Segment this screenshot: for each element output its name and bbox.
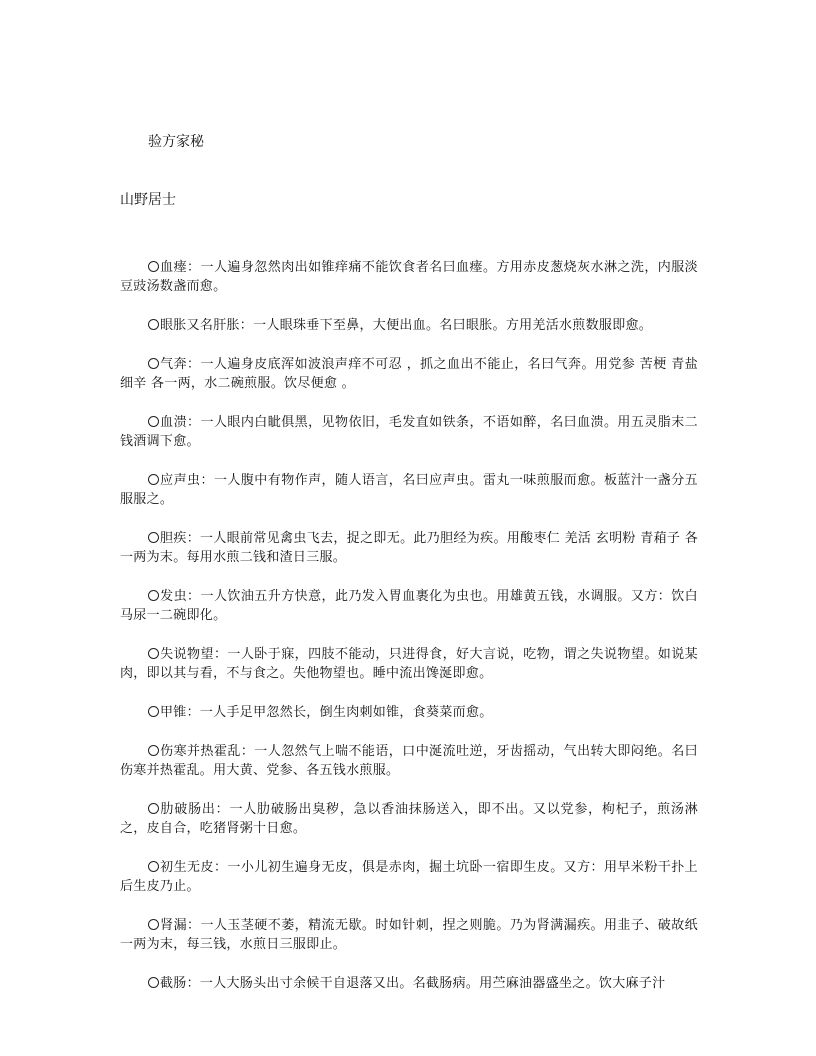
remedy-text: 甲锥：一人手足甲忽然长，倒生肉刺如锥，食葵菜而愈。 (160, 705, 493, 720)
remedy-text: 血溃：一人眼内白眦俱黑，见物依旧，毛发直如铁条，不语如醉，名曰血溃。用五灵脂末二钱酒调下愈。 (120, 415, 698, 449)
remedy-text: 发虫：一人饮油五升方快意，此乃发入胃血裹化为虫也。用雄黄五钱，水调服。又方：饮白马尿一二碗即化。 (120, 589, 698, 623)
remedy-text: 伤寒并热霍乱：一人忽然气上喘不能语，口中涎流吐逆，牙齿摇动，气出转大即闷绝。名曰伤寒并热霍乱。用大黄、党参、各五钱水煎服。 (120, 744, 698, 778)
remedy-list (120, 258, 698, 1013)
remedy-text: 胆疾：一人眼前常见禽虫飞去，捉之即无。此乃胆经为疾。用酸枣仁 羌活 玄明粉 青葙子 各一两为末。每用水煎二钱和渣日三服。 (120, 531, 698, 565)
remedy-entry (120, 703, 698, 722)
remedy-entry (120, 742, 698, 780)
remedy-entry (120, 974, 698, 993)
remedy-text: 眼胀又名肝胀：一人眼珠垂下至鼻，大便出血。名曰眼胀。方用羌活水煎数服即愈。 (160, 318, 653, 333)
remedy-entry (120, 258, 698, 296)
remedy-entry (120, 355, 698, 393)
circle-marker-icon (148, 358, 159, 369)
remedy-entry (120, 471, 698, 509)
remedy-text: 肾漏：一人玉茎硬不萎，精流无歇。时如针刺，捏之则脆。乃为肾满漏疾。用韭子、破故纸一两为末，每三钱，水煎日三服即止。 (120, 918, 698, 952)
circle-marker-icon (148, 319, 159, 330)
circle-marker-icon (148, 977, 159, 988)
circle-marker-icon (148, 532, 159, 543)
circle-marker-icon (148, 919, 159, 930)
circle-marker-icon (148, 590, 159, 601)
remedy-entry (120, 316, 698, 335)
remedy-entry (120, 529, 698, 567)
remedy-text: 气奔：一人遍身皮底浑如波浪声痒不可忍 ，抓之血出不能止，名曰气奔。用党参 苦梗 青盐 细辛 各一两，水二碗煎服。饮尽便愈 。 (120, 357, 698, 391)
circle-marker-icon (148, 416, 159, 427)
remedy-text: 截肠：一人大肠头出寸余候干自退落又出。名截肠病。用苎麻油器盛坐之。饮大麻子汁 (160, 976, 666, 991)
remedy-text: 失说物望：一人卧于寐，四肢不能动，只进得食，好大言说，吃物，谓之失说物望。如说某肉，即以其与看，不与食之。失他物望也。睡中流出馋涎即愈。 (120, 647, 698, 681)
remedy-text: 血瘗：一人遍身忽然肉出如锥痒痛不能饮食者名曰血瘗。方用赤皮葱烧灰水淋之洗，内服淡豆豉汤数盏而愈。 (120, 260, 698, 294)
remedy-entry (120, 858, 698, 896)
remedy-entry (120, 413, 698, 451)
remedy-entry (120, 587, 698, 625)
remedy-entry (120, 916, 698, 954)
document-title: 验方家秘 (148, 134, 204, 150)
remedy-text: 肋破肠出：一人肋破肠出臭秽，急以香油抹肠送入，即不出。又以党参，枸杞子，煎汤淋之，皮自合，吃猪肾粥十日愈。 (120, 802, 698, 836)
circle-marker-icon (148, 648, 159, 659)
document-author: 山野居士 (120, 192, 176, 208)
remedy-entry (120, 800, 698, 838)
remedy-entry (120, 645, 698, 683)
circle-marker-icon (148, 861, 159, 872)
circle-marker-icon (148, 706, 159, 717)
remedy-text: 应声虫：一人腹中有物作声，随人语言，名曰应声虫。雷丸一味煎服而愈。板蓝汁一盏分五服服之。 (120, 473, 698, 507)
circle-marker-icon (148, 261, 159, 272)
circle-marker-icon (148, 803, 159, 814)
remedy-text: 初生无皮：一小儿初生遍身无皮，俱是赤肉，掘土坑卧一宿即生皮。又方：用早米粉干扑上后生皮乃止。 (120, 860, 698, 894)
circle-marker-icon (148, 474, 159, 485)
circle-marker-icon (148, 745, 159, 756)
